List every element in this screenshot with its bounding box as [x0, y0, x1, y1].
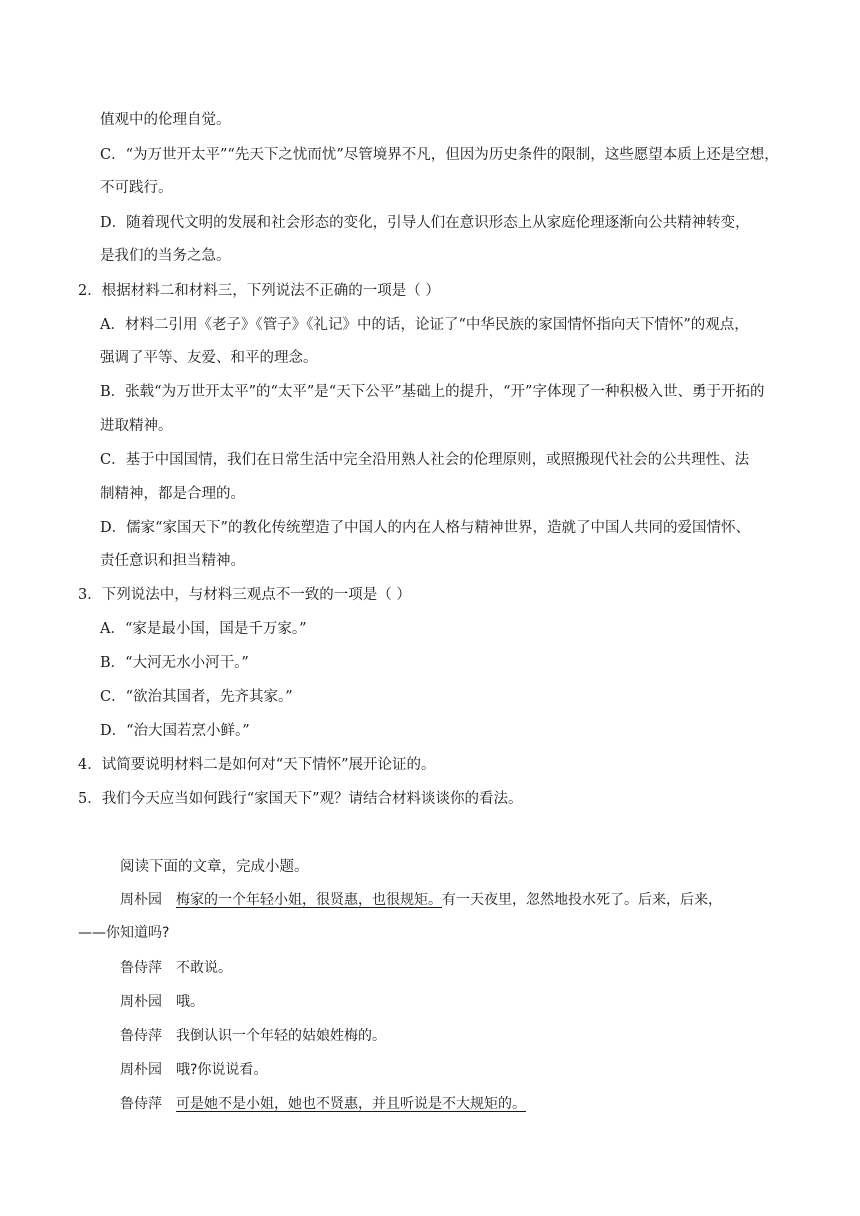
speaker-name: 鲁侍萍 [120, 1028, 162, 1044]
dialogue-line-3 [120, 992, 204, 1012]
q3-option-c: C．“欲治其国者，先齐其家。” [100, 689, 293, 705]
question-5: 5．我们今天应当如何践行“家国天下”观？请结合材料谈谈你的看法。 [78, 791, 523, 807]
q1-option-c-line2: 不可践行。 [100, 180, 173, 196]
q1-option-d-line2: 是我们的当务之急。 [100, 248, 231, 264]
underlined-text: 可是她不是小姐，她也不贤惠，并且听说是不大规矩的。 [176, 1096, 526, 1112]
dialogue-line-2 [120, 958, 232, 978]
q1-option-b-tail: 值观中的伦理自觉。 [100, 112, 231, 128]
dialogue-text: 有一天夜里，忽然地投水死了。后来，后来， [442, 892, 722, 908]
q2-stem: 2．根据材料二和材料三，下列说法不正确的一项是（ ） [78, 283, 440, 299]
speaker-name: 鲁侍萍 [120, 960, 162, 976]
reading-intro: 阅读下面的文章，完成小题。 [120, 859, 309, 875]
q2-option-d-line2: 责任意识和担当精神。 [100, 553, 245, 569]
q2-option-c-line1: C．基于中国国情，我们在日常生活中完全沿用熟人社会的伦理原则，或照搬现代社会的公共理性、法 [100, 452, 750, 468]
dialogue-text: 哦?你说说看。 [176, 1062, 268, 1078]
q3-stem: 3．下列说法中，与材料三观点不一致的一项是（ ） [78, 587, 411, 603]
speaker-name: 鲁侍萍 [120, 1096, 162, 1112]
q2-option-a-line1: A．材料二引用《老子》《管子》《礼记》中的话，论证了“中华民族的家国情怀指向天下情怀”的观点， [100, 317, 749, 333]
q1-option-d-line1: D．随着现代文明的发展和社会形态的变化，引导人们在意识形态上从家庭伦理逐渐向公共精神转变， [100, 215, 750, 231]
q2-option-b-line2: 进取精神。 [100, 418, 173, 434]
dialogue-line-1-cont: ——你知道吗? [78, 925, 170, 941]
dialogue-line-5 [120, 1060, 267, 1080]
dialogue-text: 我倒认识一个年轻的姑娘姓梅的。 [176, 1028, 386, 1044]
dialogue-text: 哦。 [176, 994, 204, 1010]
q2-option-a-line2: 强调了平等、友爱、和平的理念。 [100, 350, 318, 366]
q1-option-c-line1: C．“为万世开太平”“先天下之忧而忧”尽管境界不凡，但因为历史条件的限制，这些愿望本质上还是空想， [100, 147, 779, 163]
dialogue-line-1 [120, 890, 722, 910]
speaker-name: 周朴园 [120, 1062, 162, 1078]
speaker-name: 周朴园 [120, 892, 162, 908]
dialogue-text: 不敢说。 [176, 960, 232, 976]
dialogue-line-6 [120, 1094, 526, 1114]
q3-option-a: A．“家是最小国，国是千万家。” [100, 621, 307, 637]
q2-option-d-line1: D．儒家“家国天下”的教化传统塑造了中国人的内在人格与精神世界，造就了中国人共同的爱国情怀、 [100, 520, 750, 536]
question-4: 4．试简要说明材料二是如何对“天下情怀”展开论证的。 [78, 757, 436, 773]
q3-option-b: B．“大河无水小河干。” [100, 655, 249, 671]
dialogue-line-4 [120, 1026, 386, 1046]
underlined-text: 梅家的一个年轻小姐，很贤惠，也很规矩。 [176, 892, 442, 908]
q2-option-b-line1: B．张载“为万世开太平”的“太平”是“天下公平”基础上的提升，“开”字体现了一种积极入世、勇于开拓的 [100, 384, 765, 400]
speaker-name: 周朴园 [120, 994, 162, 1010]
q2-option-c-line2: 制精神，都是合理的。 [100, 486, 245, 502]
q3-option-d: D．“治大国若烹小鲜。” [100, 723, 250, 739]
